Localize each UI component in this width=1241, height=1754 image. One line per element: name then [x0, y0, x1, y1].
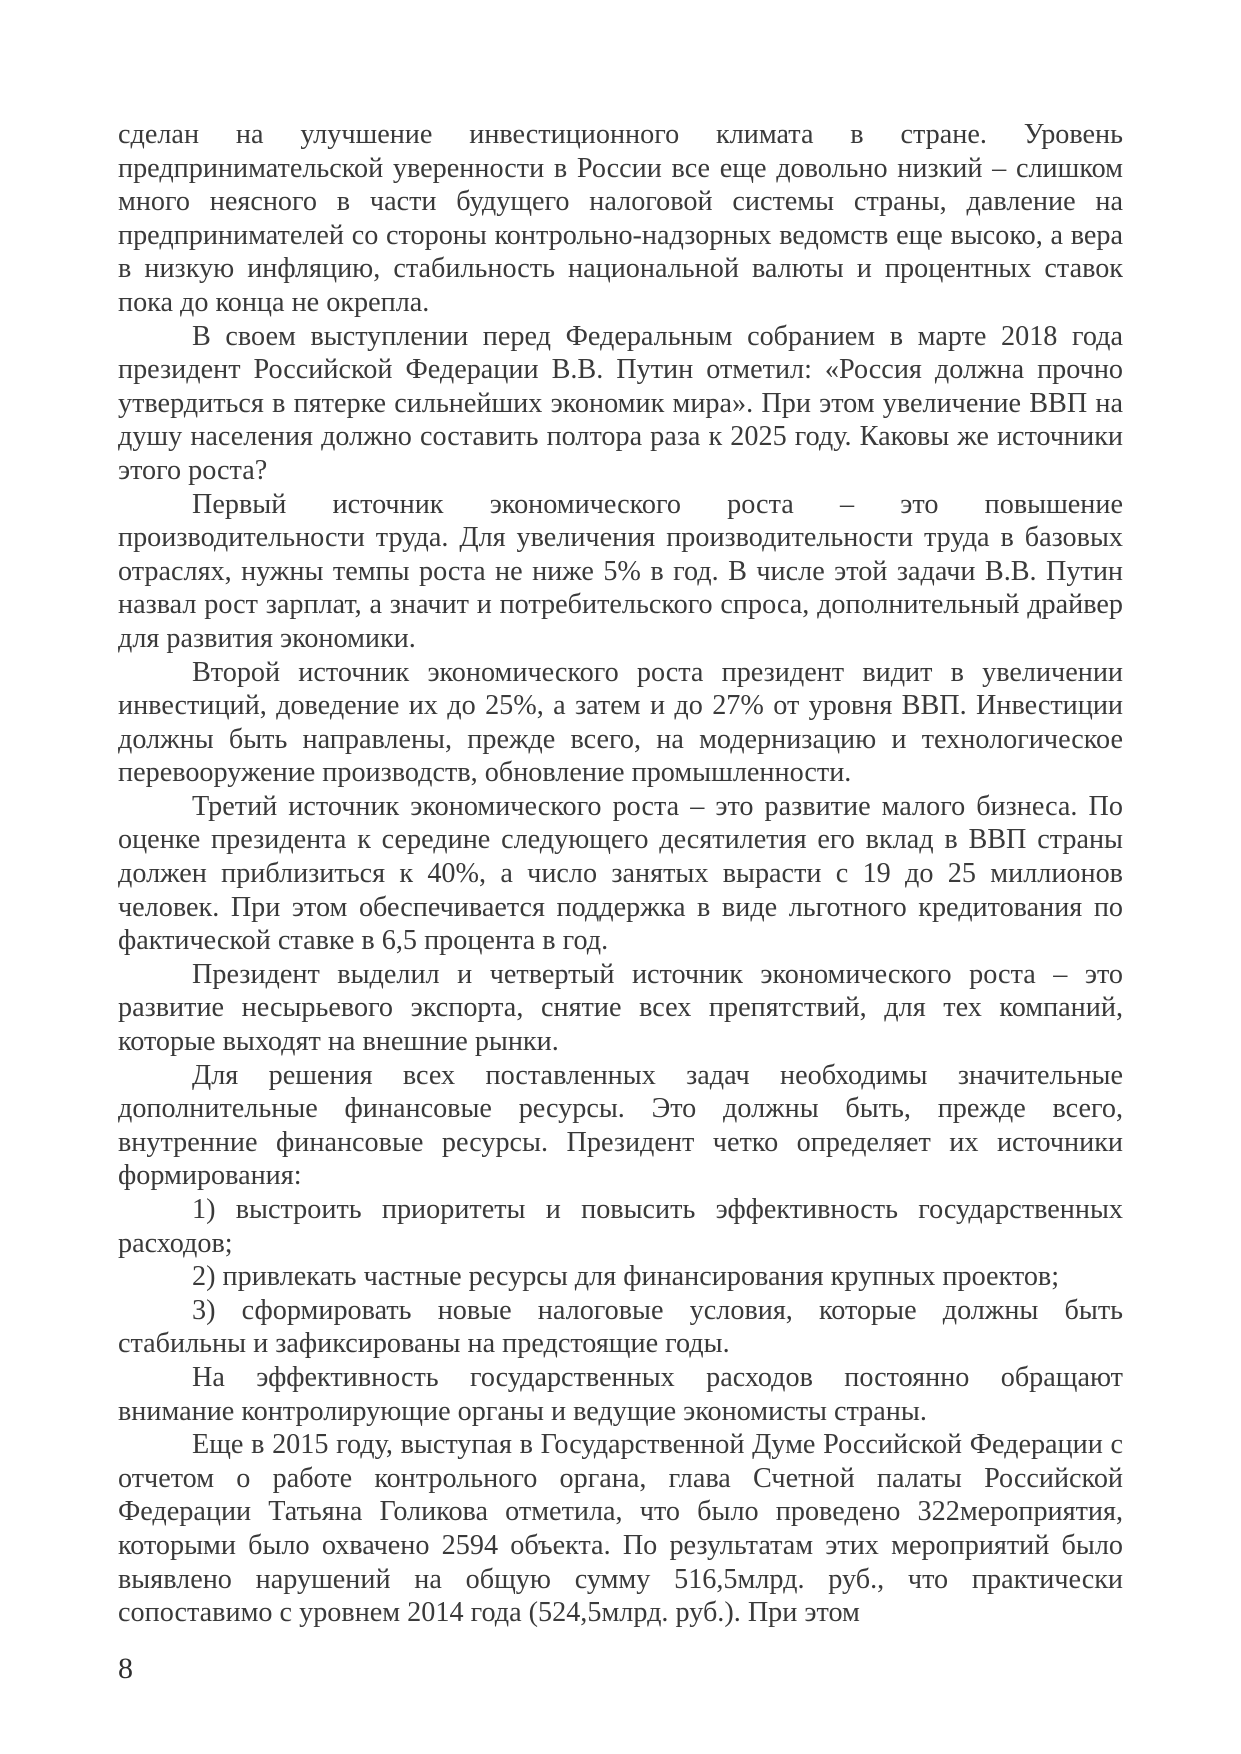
paragraph-spending-efficiency: На эффективность государственных расходов постоянно обращают внимание контролирующие органы и ведущие экономисты страны.: [118, 1361, 1123, 1427]
paragraph-accounts-chamber: Еще в 2015 году, выступая в Государственной Думе Российской Федерации с отчетом о работе контрольного органа, глава Счетной палаты Российской Федерации Татьяна Голикова отметила, что было проведено 322мероприятия, которыми было охвачено 2594 объекта. По результатам этих мероприятий было выявлено нарушений на общую сумму 516,5млрд. руб., что практически сопоставимо с уровнем 2014 года (524,5млрд. руб.). При этом: [118, 1429, 1123, 1629]
paragraph-first-source: Первый источник экономического роста – это повышение производительности труда. Для увеличения производительности труда в базовых отраслях, нужны темпы роста не ниже 5% в год. В числе этой задачи В.В. Путин назвал рост зарплат, а значит и потребительского спроса, дополнительный драйвер для развития экономики.: [118, 488, 1123, 654]
paragraph-fourth-source: Президент выделил и четвертый источник экономического роста – это развитие несырьевого экспорта, снятие всех препятствий, для тех компаний, которые выходят на внешние рынки.: [118, 958, 1123, 1058]
paragraph-continuation: сделан на улучшение инвестиционного климата в стране. Уровень предпринимательской уверенности в России все еще довольно низкий – слишком много неясного в части будущего налоговой системы страны, давление на предпринимателей со стороны контрольно-надзорных ведомств еще высоко, а вера в низкую инфляцию, стабильность национальной валюты и процентных ставок пока до конца не окрепла.: [118, 119, 1123, 318]
page-number: 8: [118, 1652, 133, 1685]
list-item-2: 2) привлекать частные ресурсы для финансирования крупных проектов;: [192, 1261, 1060, 1293]
paragraph-federal-assembly: В своем выступлении перед Федеральным собранием в марте 2018 года президент Российской Федерации В.В. Путин отметил: «Россия должна прочно утвердиться в пятерке сильнейших экономик мира». При этом увеличение ВВП на душу населения должно составить полтора раза к 2025 году. Каковы же источники этого роста?: [118, 320, 1123, 486]
list-item-3: 3) сформировать новые налоговые условия, которые должны быть стабильны и зафиксированы на предстоящие годы.: [118, 1294, 1123, 1360]
paragraph-financial-resources: Для решения всех поставленных задач необходимы значительные дополнительные финансовые ресурсы. Это должны быть, прежде всего, внутренние финансовые ресурсы. Президент четко определяет их источники формирования:: [118, 1059, 1123, 1192]
paragraph-third-source: Третий источник экономического роста – это развитие малого бизнеса. По оценке президента к середине следующего десятилетия его вклад в ВВП страны должен приблизиться к 40%, а число занятых вырасти с 19 до 25 миллионов человек. При этом обеспечивается поддержка в виде льготного кредитования по фактической ставке в 6,5 процента в год.: [118, 790, 1123, 957]
body-text: [118, 118, 1123, 1630]
list-item-1: 1) выстроить приоритеты и повысить эффективность государственных расходов;: [118, 1194, 1123, 1259]
paragraph-second-source: Второй источник экономического роста президент видит в увеличении инвестиций, доведение их до 25%, а затем и до 27% от уровня ВВП. Инвестиции должны быть направлены, прежде всего, на модернизацию и технологическое перевооружение производств, обновление промышленности.: [118, 656, 1123, 789]
